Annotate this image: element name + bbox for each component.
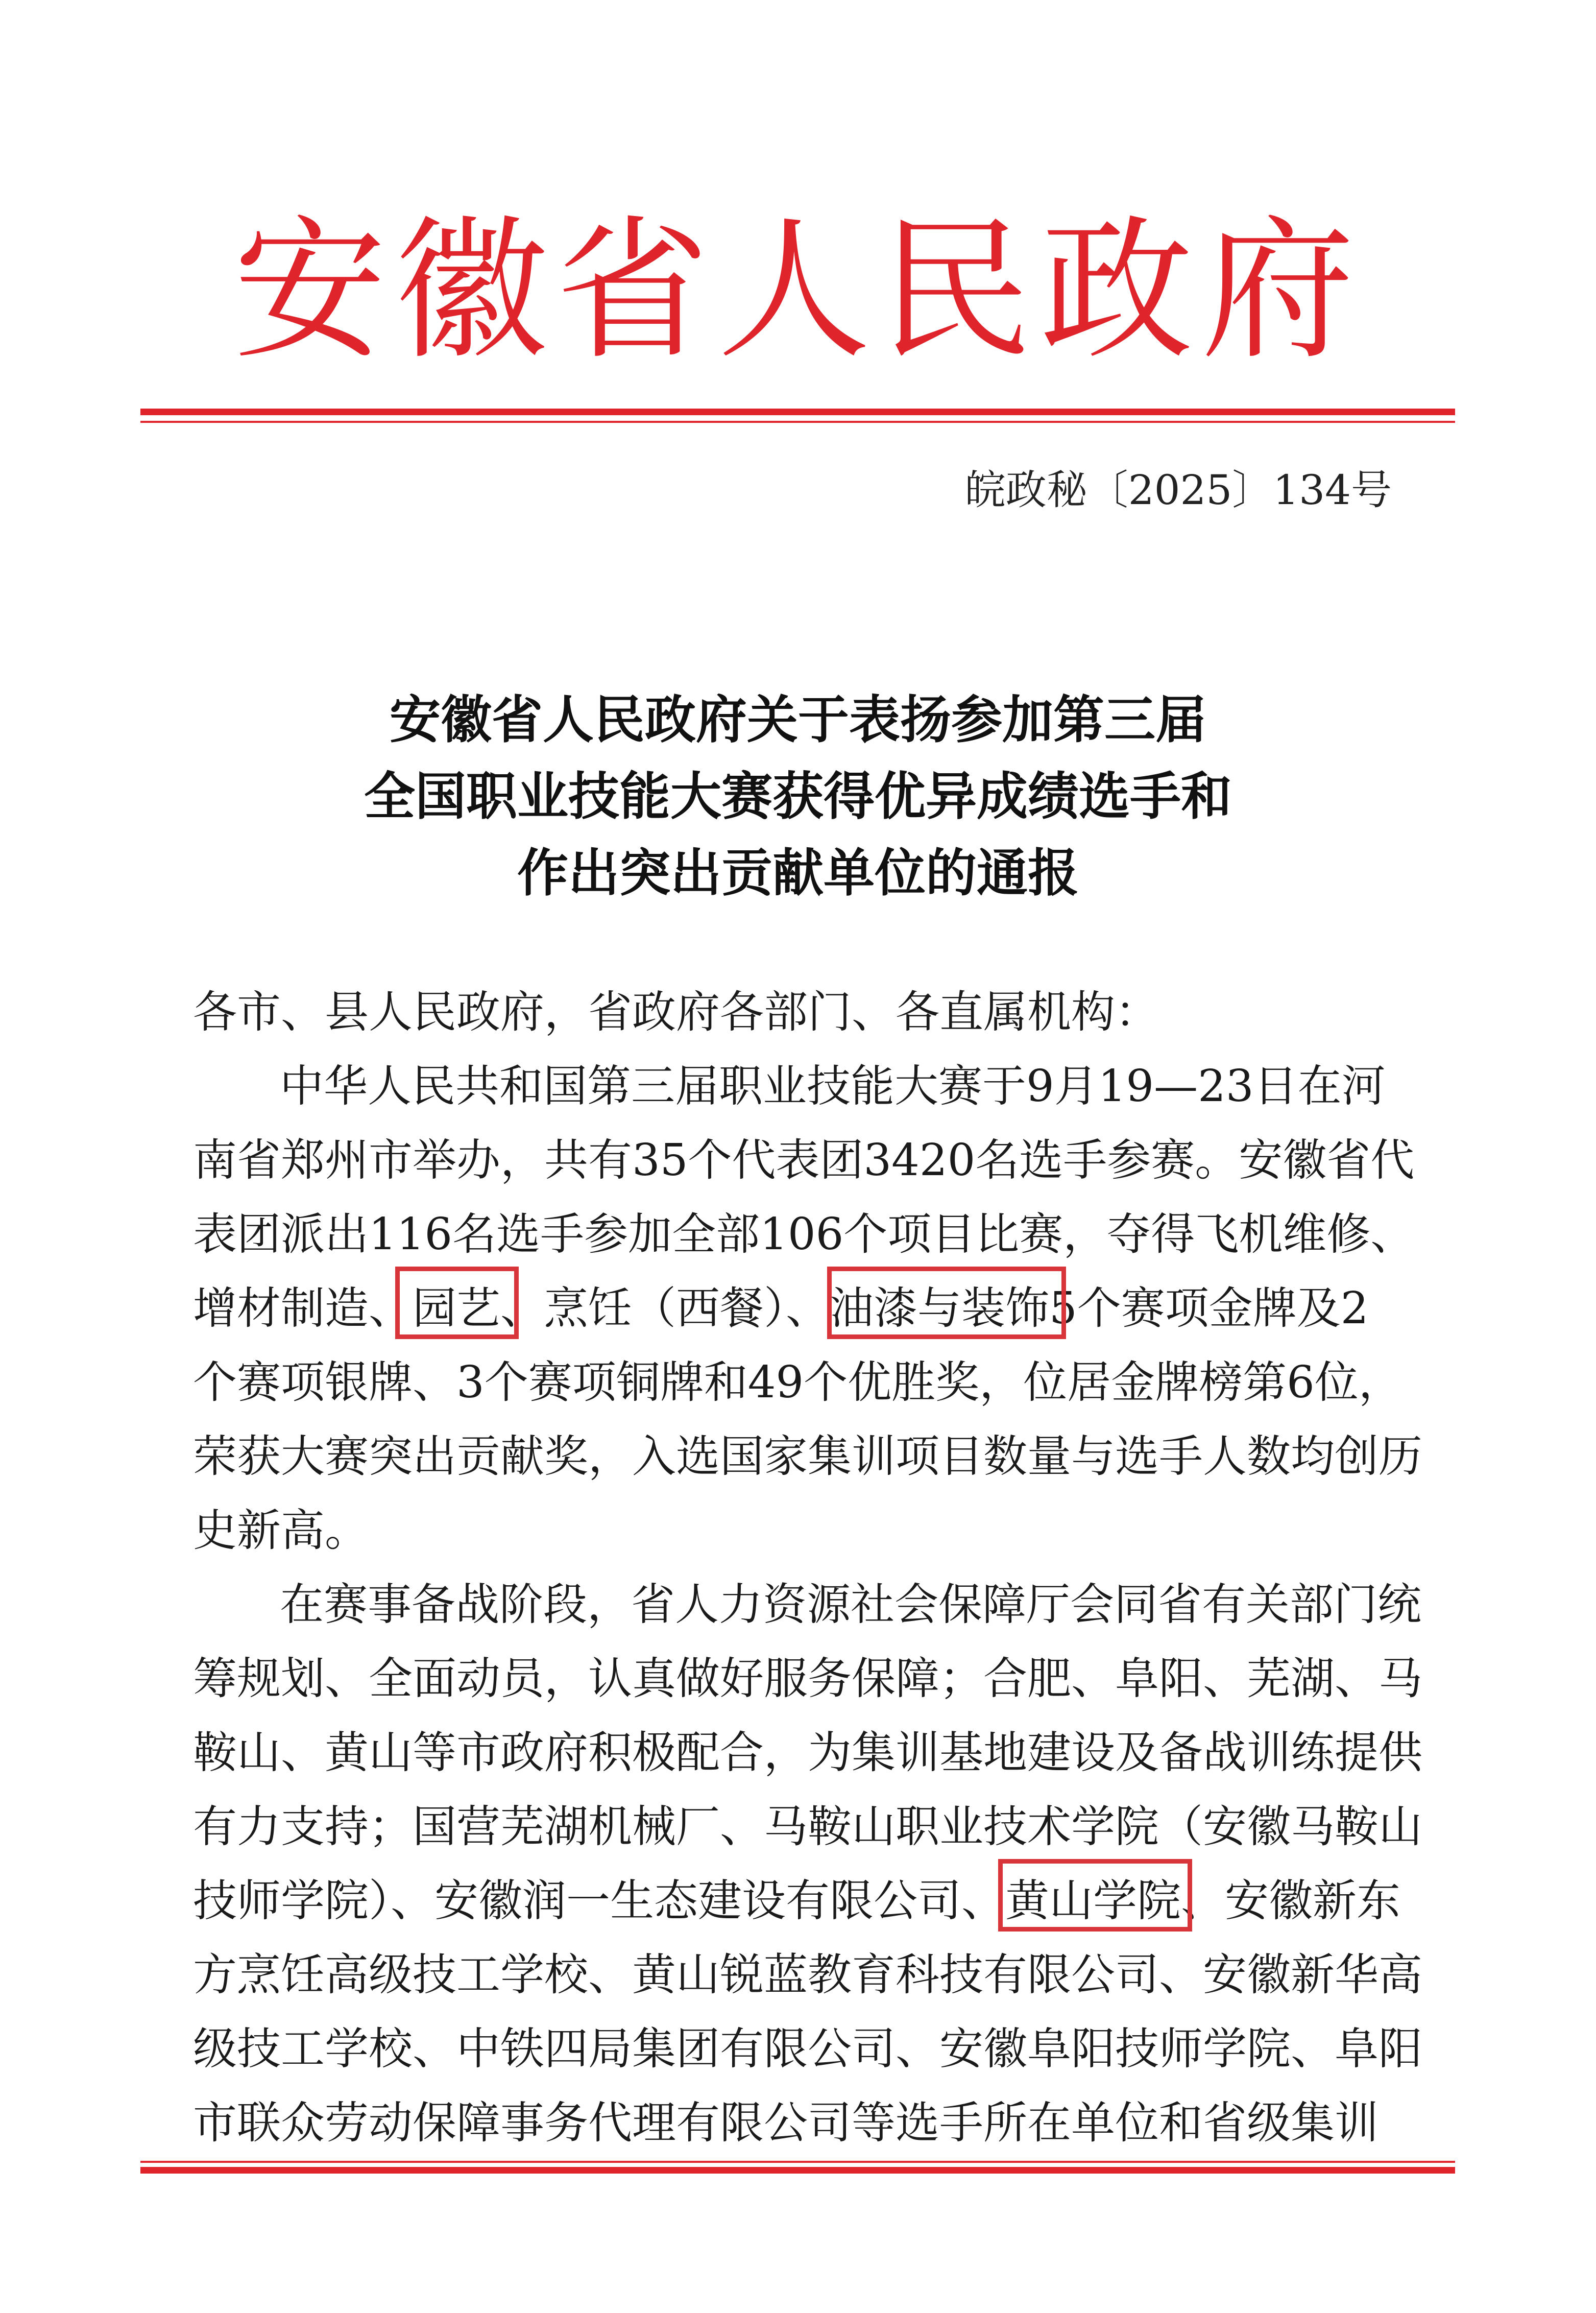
document-title xyxy=(102,682,1494,912)
paragraph-line: 级技工学校、中铁四局集团有限公司、安徽阜阳技师学院、阜阳 xyxy=(193,2023,1422,2074)
issuer-masthead: 安徽省人民政府 xyxy=(233,202,1363,380)
paragraph-line: 鞍山、黄山等市政府积极配合，为集训基地建设及备战训练提供 xyxy=(193,1727,1422,1778)
paragraph-line: 南省郑州市举办，共有35个代表团3420名选手参赛。安徽省代 xyxy=(193,1135,1415,1186)
document-number: 皖政秘〔2025〕134号 xyxy=(964,466,1392,514)
highlight-box-youqi-zhuangshi xyxy=(827,1267,1066,1339)
title-line: 安徽省人民政府关于表扬参加第三届 xyxy=(390,690,1206,750)
paragraph-line: 史新高。 xyxy=(193,1505,369,1556)
footer-rule-thin xyxy=(140,2161,1455,2163)
header-rule-thin xyxy=(140,421,1455,423)
title-line: 作出突出贡献单位的通报 xyxy=(517,843,1079,903)
header-rule-thick xyxy=(140,409,1455,415)
paragraph-line: 在赛事备战阶段，省人力资源社会保障厅会同省有关部门统 xyxy=(280,1579,1421,1630)
paragraph-line: 表团派出116名选手参加全部106个项目比赛，夺得飞机维修、 xyxy=(193,1209,1415,1260)
paragraph-line: 个赛项银牌、3个赛项铜牌和49个优胜奖，位居金牌榜第6位， xyxy=(193,1357,1402,1408)
paragraph-line: 有力支持；国营芜湖机械厂、马鞍山职业技术学院（安徽马鞍山 xyxy=(193,1801,1422,1852)
title-line: 全国职业技能大赛获得优异成绩选手和 xyxy=(364,767,1232,826)
paragraph-line: 方烹饪高级技工学校、黄山锐蓝教育科技有限公司、安徽新华高 xyxy=(193,1949,1422,2000)
salutation: 各市、县人民政府，省政府各部门、各直属机构： xyxy=(193,987,1159,1038)
paragraph-line: 荣获大赛突出贡献奖，入选国家集训项目数量与选手人数均创历 xyxy=(193,1431,1422,1482)
paragraph-line: 技师学院）、安徽润一生态建设有限公司、黄山学院、安徽新东 xyxy=(193,1875,1400,1926)
paragraph-line: 中华人民共和国第三届职业技能大赛于9月19—23日在河 xyxy=(280,1061,1386,1112)
paragraph-line: 筹规划、全面动员，认真做好服务保障；合肥、阜阳、芜湖、马 xyxy=(193,1653,1422,1704)
paragraph-line: 市联众劳动保障事务代理有限公司等选手所在单位和省级集训 xyxy=(193,2097,1379,2149)
paragraph-line: 增材制造、园艺、烹饪（西餐）、油漆与装饰5个赛项金牌及2 xyxy=(193,1283,1369,1334)
highlight-box-yuanyi xyxy=(395,1267,519,1339)
footer-rule-thick xyxy=(140,2167,1455,2174)
highlight-box-huangshan-xueyuan xyxy=(998,1859,1192,1932)
